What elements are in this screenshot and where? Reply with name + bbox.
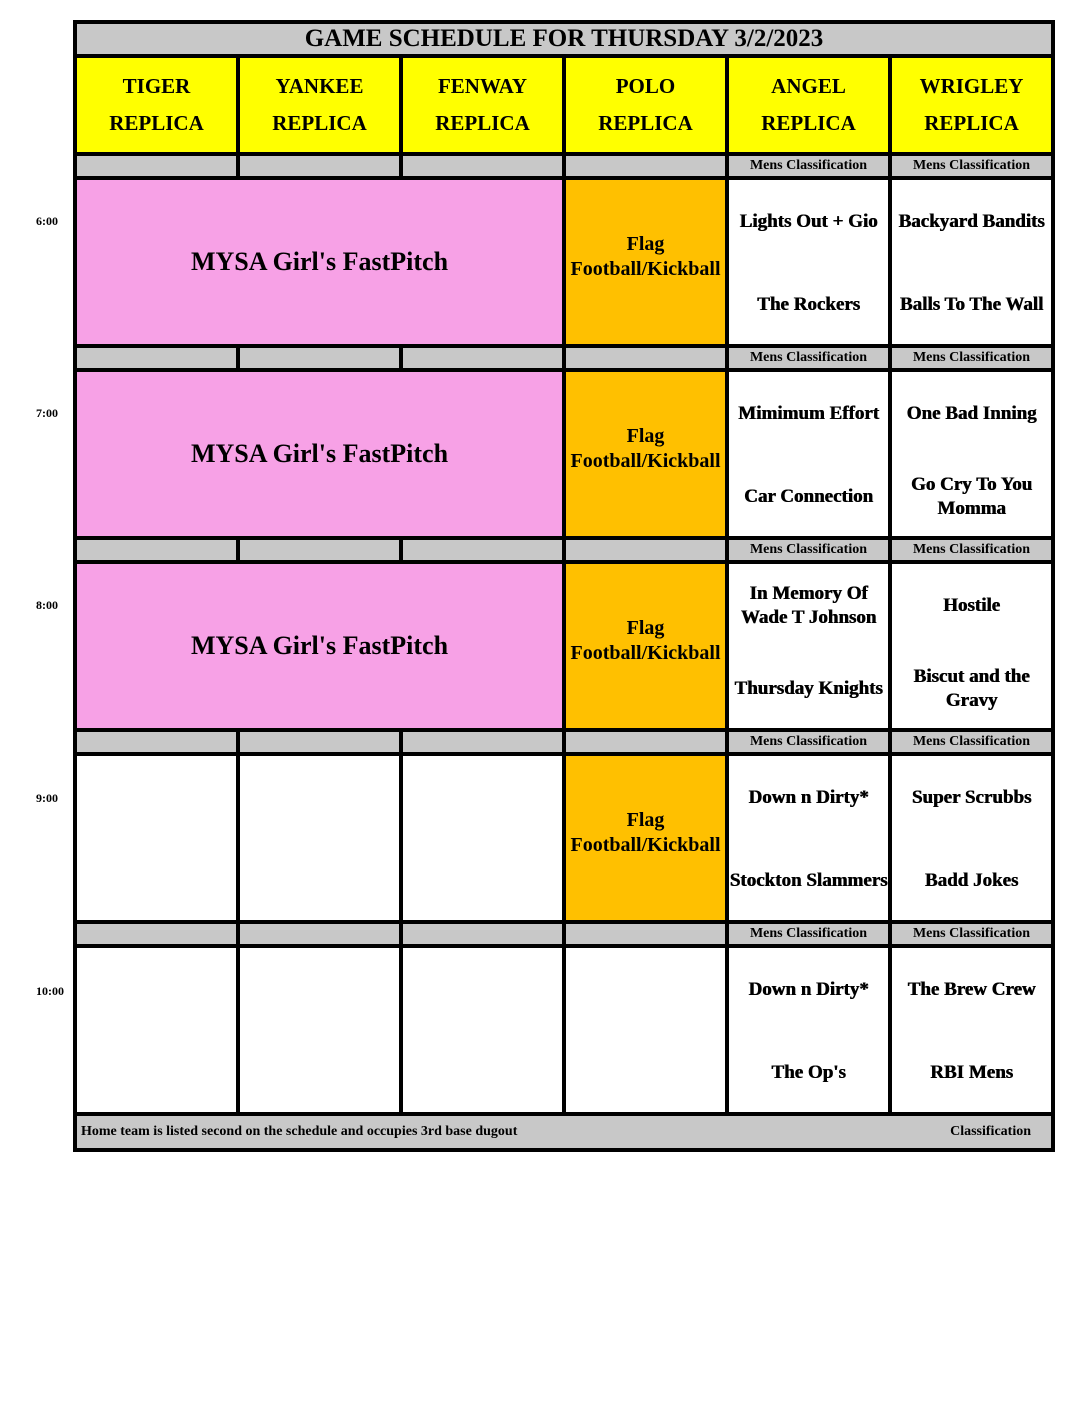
classification-label: Mens Classification (729, 540, 888, 560)
field-header-polo (566, 58, 725, 152)
separator-cell (240, 156, 399, 176)
away-team: Lights Out + Gio (739, 211, 878, 232)
classification-label: Mens Classification (892, 924, 1051, 944)
classification-label: Mens Classification (892, 156, 1051, 176)
field-subtitle: REPLICA (924, 111, 1019, 135)
empty-cell (77, 756, 236, 920)
flag-line-2: Football/Kickball (570, 450, 721, 472)
angel-game-cell (729, 372, 888, 536)
angel-game-cell (729, 756, 888, 920)
wrigley-game-cell (892, 756, 1051, 920)
home-team: Stockton Slammers (729, 870, 888, 891)
field-subtitle: REPLICA (598, 111, 693, 135)
separator-cell (240, 348, 399, 368)
field-header-wrigley (892, 58, 1051, 152)
empty-cell (240, 756, 399, 920)
time-label: 7:00 (36, 406, 58, 420)
separator-cell (240, 732, 399, 752)
field-name: POLO (615, 74, 676, 98)
separator-cell (77, 732, 236, 752)
schedule-title: GAME SCHEDULE FOR THURSDAY 3/2/2023 (77, 24, 1051, 54)
home-team: Balls To The Wall (899, 294, 1044, 315)
field-name: ANGEL (771, 74, 846, 98)
classification-label: Mens Classification (729, 348, 888, 368)
classification-label: Mens Classification (729, 924, 888, 944)
time-label: 10:00 (36, 984, 64, 998)
mysa-block: MYSA Girl's FastPitch (77, 372, 562, 536)
field-subtitle: REPLICA (435, 111, 530, 135)
flag-football-block (566, 756, 725, 920)
flag-line-2: Football/Kickball (570, 834, 721, 856)
angel-game-cell (729, 948, 888, 1112)
flag-line-1: Flag (626, 233, 665, 255)
field-subtitle: REPLICA (109, 111, 204, 135)
classification-label: Mens Classification (892, 348, 1051, 368)
separator-cell (77, 348, 236, 368)
home-team: Thursday Knights (734, 678, 883, 699)
time-label: 8:00 (36, 598, 58, 612)
field-subtitle: REPLICA (272, 111, 367, 135)
home-team: Biscut and the Gravy (913, 666, 1030, 711)
away-team: In Memory Of Wade T Johnson (740, 583, 877, 628)
separator-cell (77, 540, 236, 560)
home-team: Car Connection (744, 486, 873, 507)
time-label: 6:00 (36, 214, 58, 228)
separator-cell (240, 924, 399, 944)
separator-cell (403, 732, 562, 752)
separator-cell (403, 348, 562, 368)
mysa-block: MYSA Girl's FastPitch (77, 564, 562, 728)
away-team: Down n Dirty* (748, 787, 869, 808)
field-name: FENWAY (437, 74, 528, 98)
empty-cell (240, 948, 399, 1112)
flag-football-block (566, 180, 725, 344)
empty-cell (403, 948, 562, 1112)
separator-cell (566, 540, 725, 560)
field-header-fenway (403, 58, 562, 152)
away-team: Super Scrubbs (911, 787, 1032, 808)
home-team: The Rockers (757, 294, 860, 315)
separator-cell (566, 924, 725, 944)
wrigley-game-cell (892, 948, 1051, 1112)
classification-label: Mens Classification (892, 540, 1051, 560)
field-name: WRIGLEY (919, 74, 1024, 98)
angel-game-cell (729, 180, 888, 344)
flag-line-2: Football/Kickball (570, 258, 721, 280)
field-subtitle: REPLICA (761, 111, 856, 135)
angel-game-cell (729, 564, 888, 728)
flag-line-2: Football/Kickball (570, 642, 721, 664)
away-team: Mimimum Effort (738, 403, 879, 424)
empty-cell (403, 756, 562, 920)
footer-classification: Classification (950, 1124, 1031, 1139)
flag-line-1: Flag (626, 425, 665, 447)
schedule-table (73, 20, 1055, 1152)
classification-label: Mens Classification (892, 732, 1051, 752)
flag-football-block (566, 564, 725, 728)
separator-cell (566, 156, 725, 176)
separator-cell (240, 540, 399, 560)
field-name: YANKEE (275, 74, 364, 98)
away-team: The Brew Crew (907, 979, 1036, 1000)
home-team: Badd Jokes (924, 870, 1019, 891)
separator-cell (77, 924, 236, 944)
away-team: Backyard Bandits (898, 211, 1045, 232)
field-header-yankee (240, 58, 399, 152)
flag-line-1: Flag (626, 617, 665, 639)
home-team: RBI Mens (930, 1062, 1013, 1083)
home-team: The Op's (771, 1062, 846, 1083)
separator-cell (77, 156, 236, 176)
separator-cell (566, 732, 725, 752)
classification-label: Mens Classification (729, 156, 888, 176)
footer-bar (77, 1116, 1051, 1148)
away-team: Hostile (943, 595, 1000, 616)
separator-cell (403, 924, 562, 944)
time-label: 9:00 (36, 791, 58, 805)
field-header-tiger (77, 58, 236, 152)
wrigley-game-cell (892, 180, 1051, 344)
classification-label: Mens Classification (729, 732, 888, 752)
separator-cell (403, 156, 562, 176)
away-team: One Bad Inning (906, 403, 1037, 424)
field-header-angel (729, 58, 888, 152)
home-team: Go Cry To You Momma (910, 474, 1033, 519)
mysa-block: MYSA Girl's FastPitch (77, 180, 562, 344)
footer-note: Home team is listed second on the schedule and occupies 3rd base dugout (81, 1124, 518, 1139)
empty-cell (77, 948, 236, 1112)
field-name: TIGER (122, 74, 191, 98)
empty-cell (566, 948, 725, 1112)
wrigley-game-cell (892, 372, 1051, 536)
wrigley-game-cell (892, 564, 1051, 728)
away-team: Down n Dirty* (748, 979, 869, 1000)
separator-cell (403, 540, 562, 560)
flag-football-block (566, 372, 725, 536)
flag-line-1: Flag (626, 809, 665, 831)
separator-cell (566, 348, 725, 368)
